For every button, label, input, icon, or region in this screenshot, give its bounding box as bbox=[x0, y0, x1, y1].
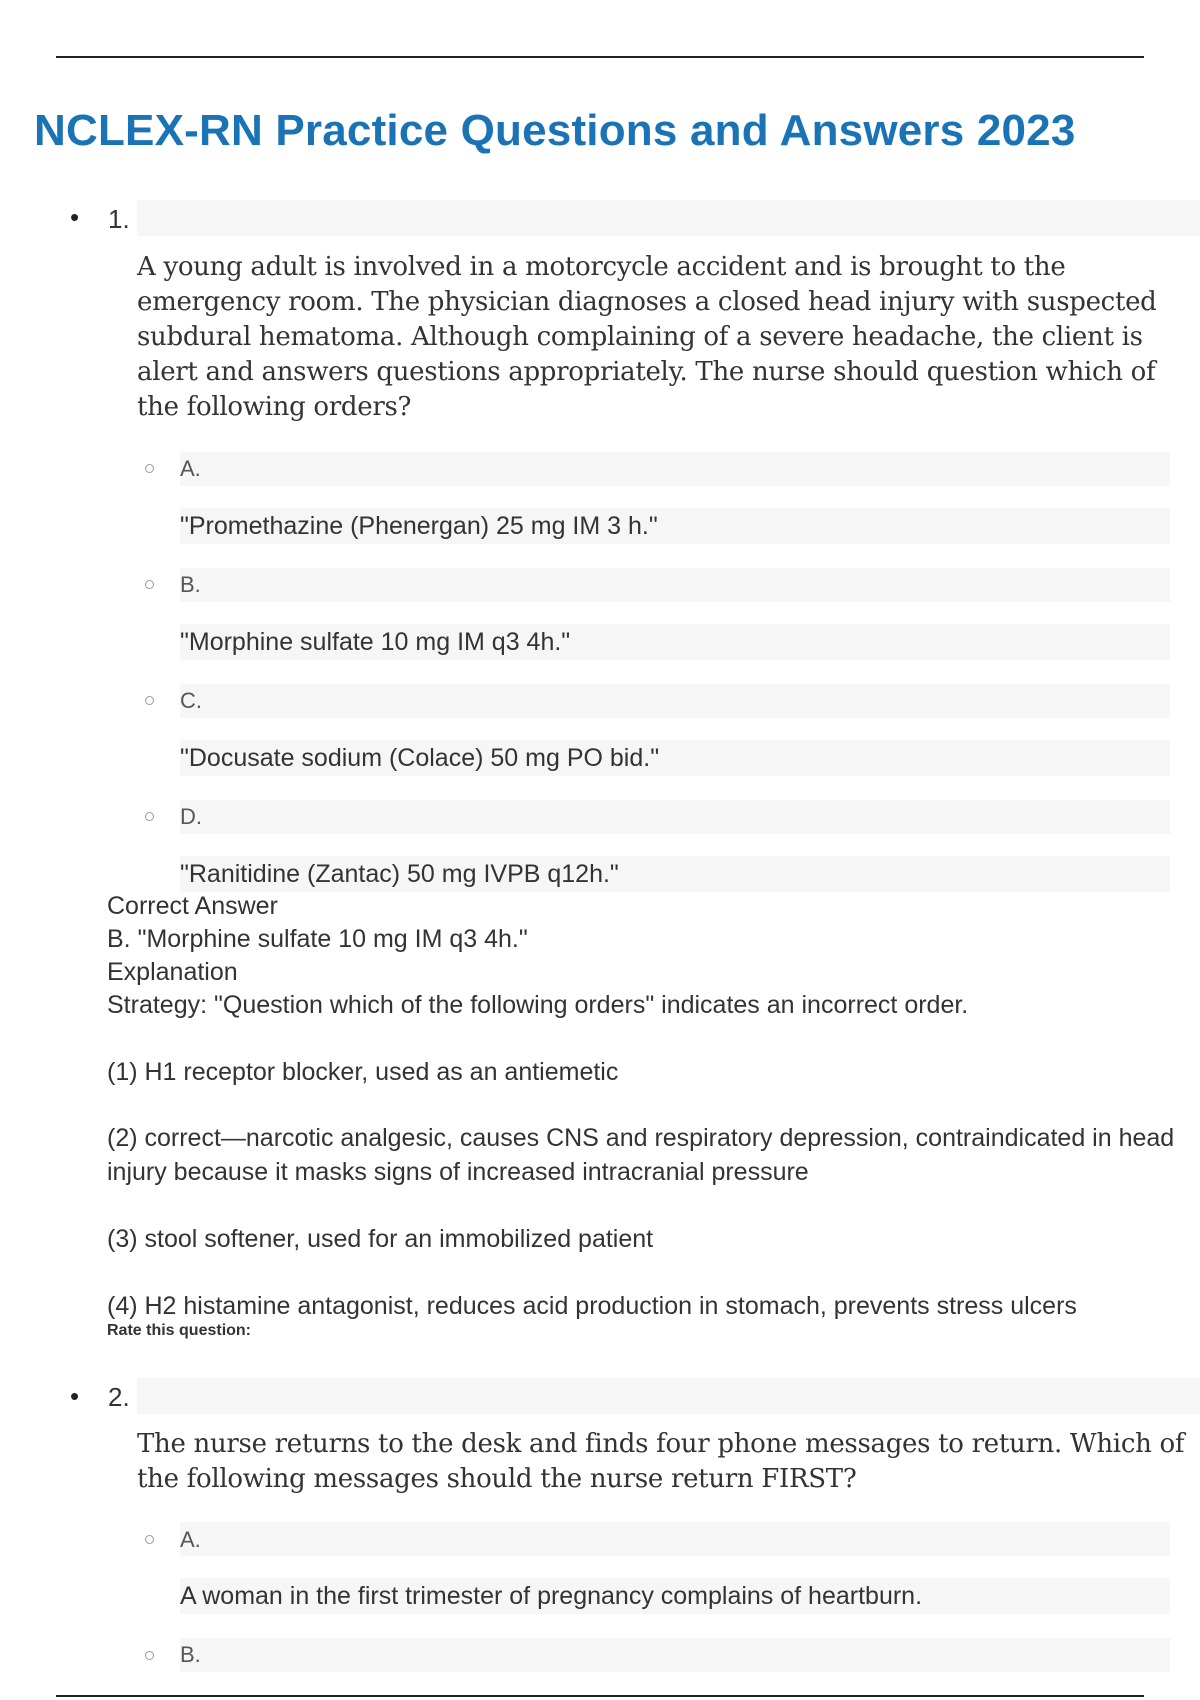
option-2a-radio[interactable] bbox=[145, 1535, 154, 1544]
option-2a-label[interactable]: A. bbox=[180, 1527, 201, 1552]
explanation-item-2: (2) correct—narcotic analgesic, causes CNS and respiratory depression, contraindicated in head injury because it masks signs of increased intracranial pressure bbox=[107, 1124, 1175, 1186]
option-1b-label-bg bbox=[180, 568, 1170, 602]
option-2b-label[interactable]: B. bbox=[180, 1642, 201, 1667]
option-1a-text[interactable]: "Promethazine (Phenergan) 25 mg IM 3 h." bbox=[180, 512, 658, 540]
option-1b-radio[interactable] bbox=[145, 580, 154, 589]
correct-answer-value: B. "Morphine sulfate 10 mg IM q3 4h." bbox=[107, 925, 528, 953]
page-title: NCLEX-RN Practice Questions and Answers 2023 bbox=[34, 106, 1076, 155]
question-1-number-bg bbox=[137, 200, 1200, 236]
top-rule bbox=[56, 56, 1144, 58]
rate-question-label: Rate this question: bbox=[107, 1322, 252, 1339]
bottom-rule bbox=[56, 1695, 1144, 1697]
explanation-strategy: Strategy: "Question which of the following orders" indicates an incorrect order. bbox=[107, 991, 969, 1019]
option-2b-radio[interactable] bbox=[145, 1651, 154, 1660]
question-1-bullet: • bbox=[70, 202, 80, 232]
question-1-number: 1. bbox=[108, 204, 130, 234]
explanation-item-4: (4) H2 histamine antagonist, reduces acid production in stomach, prevents stress ulcers bbox=[107, 1292, 1077, 1320]
option-1d-radio[interactable] bbox=[145, 812, 154, 821]
option-1b-text[interactable]: "Morphine sulfate 10 mg IM q3 4h." bbox=[180, 628, 571, 656]
question-2-number: 2. bbox=[108, 1382, 130, 1412]
option-1c-radio[interactable] bbox=[145, 696, 154, 705]
question-2-text: The nurse returns to the desk and finds four phone messages to return. Which of the following messages should the nurse return FIRST? bbox=[137, 1429, 1185, 1494]
option-1c-label-bg bbox=[180, 684, 1170, 718]
explanation-item-1: (1) H1 receptor blocker, used as an antiemetic bbox=[107, 1058, 619, 1086]
option-2b-label-bg bbox=[180, 1638, 1170, 1672]
option-1a-label-bg bbox=[180, 452, 1170, 486]
option-1d-text[interactable]: "Ranitidine (Zantac) 50 mg IVPB q12h." bbox=[180, 860, 619, 888]
question-2-number-bg bbox=[137, 1378, 1200, 1414]
explanation-heading: Explanation bbox=[107, 958, 238, 986]
option-1a-label[interactable]: A. bbox=[180, 456, 201, 481]
option-2a-label-bg bbox=[180, 1522, 1170, 1556]
option-1c-label[interactable]: C. bbox=[180, 688, 202, 713]
option-2a-text[interactable]: A woman in the first trimester of pregnancy complains of heartburn. bbox=[180, 1582, 923, 1610]
option-1a-radio[interactable] bbox=[145, 464, 154, 473]
question-1-text: A young adult is involved in a motorcycle accident and is brought to the emergency room. The physician diagnoses a closed head injury with suspected subdural hematoma. Although complaining of a severe headache, the client is alert and answers questions appropriately. The nurse should question which of the following orders? bbox=[137, 252, 1157, 422]
correct-answer-heading: Correct Answer bbox=[107, 892, 278, 920]
option-1c-text[interactable]: "Docusate sodium (Colace) 50 mg PO bid." bbox=[180, 744, 660, 772]
option-1b-label[interactable]: B. bbox=[180, 572, 201, 597]
option-1d-label[interactable]: D. bbox=[180, 804, 202, 829]
option-1d-label-bg bbox=[180, 800, 1170, 834]
explanation-item-3: (3) stool softener, used for an immobilized patient bbox=[107, 1225, 654, 1253]
question-2-bullet: • bbox=[70, 1381, 80, 1411]
